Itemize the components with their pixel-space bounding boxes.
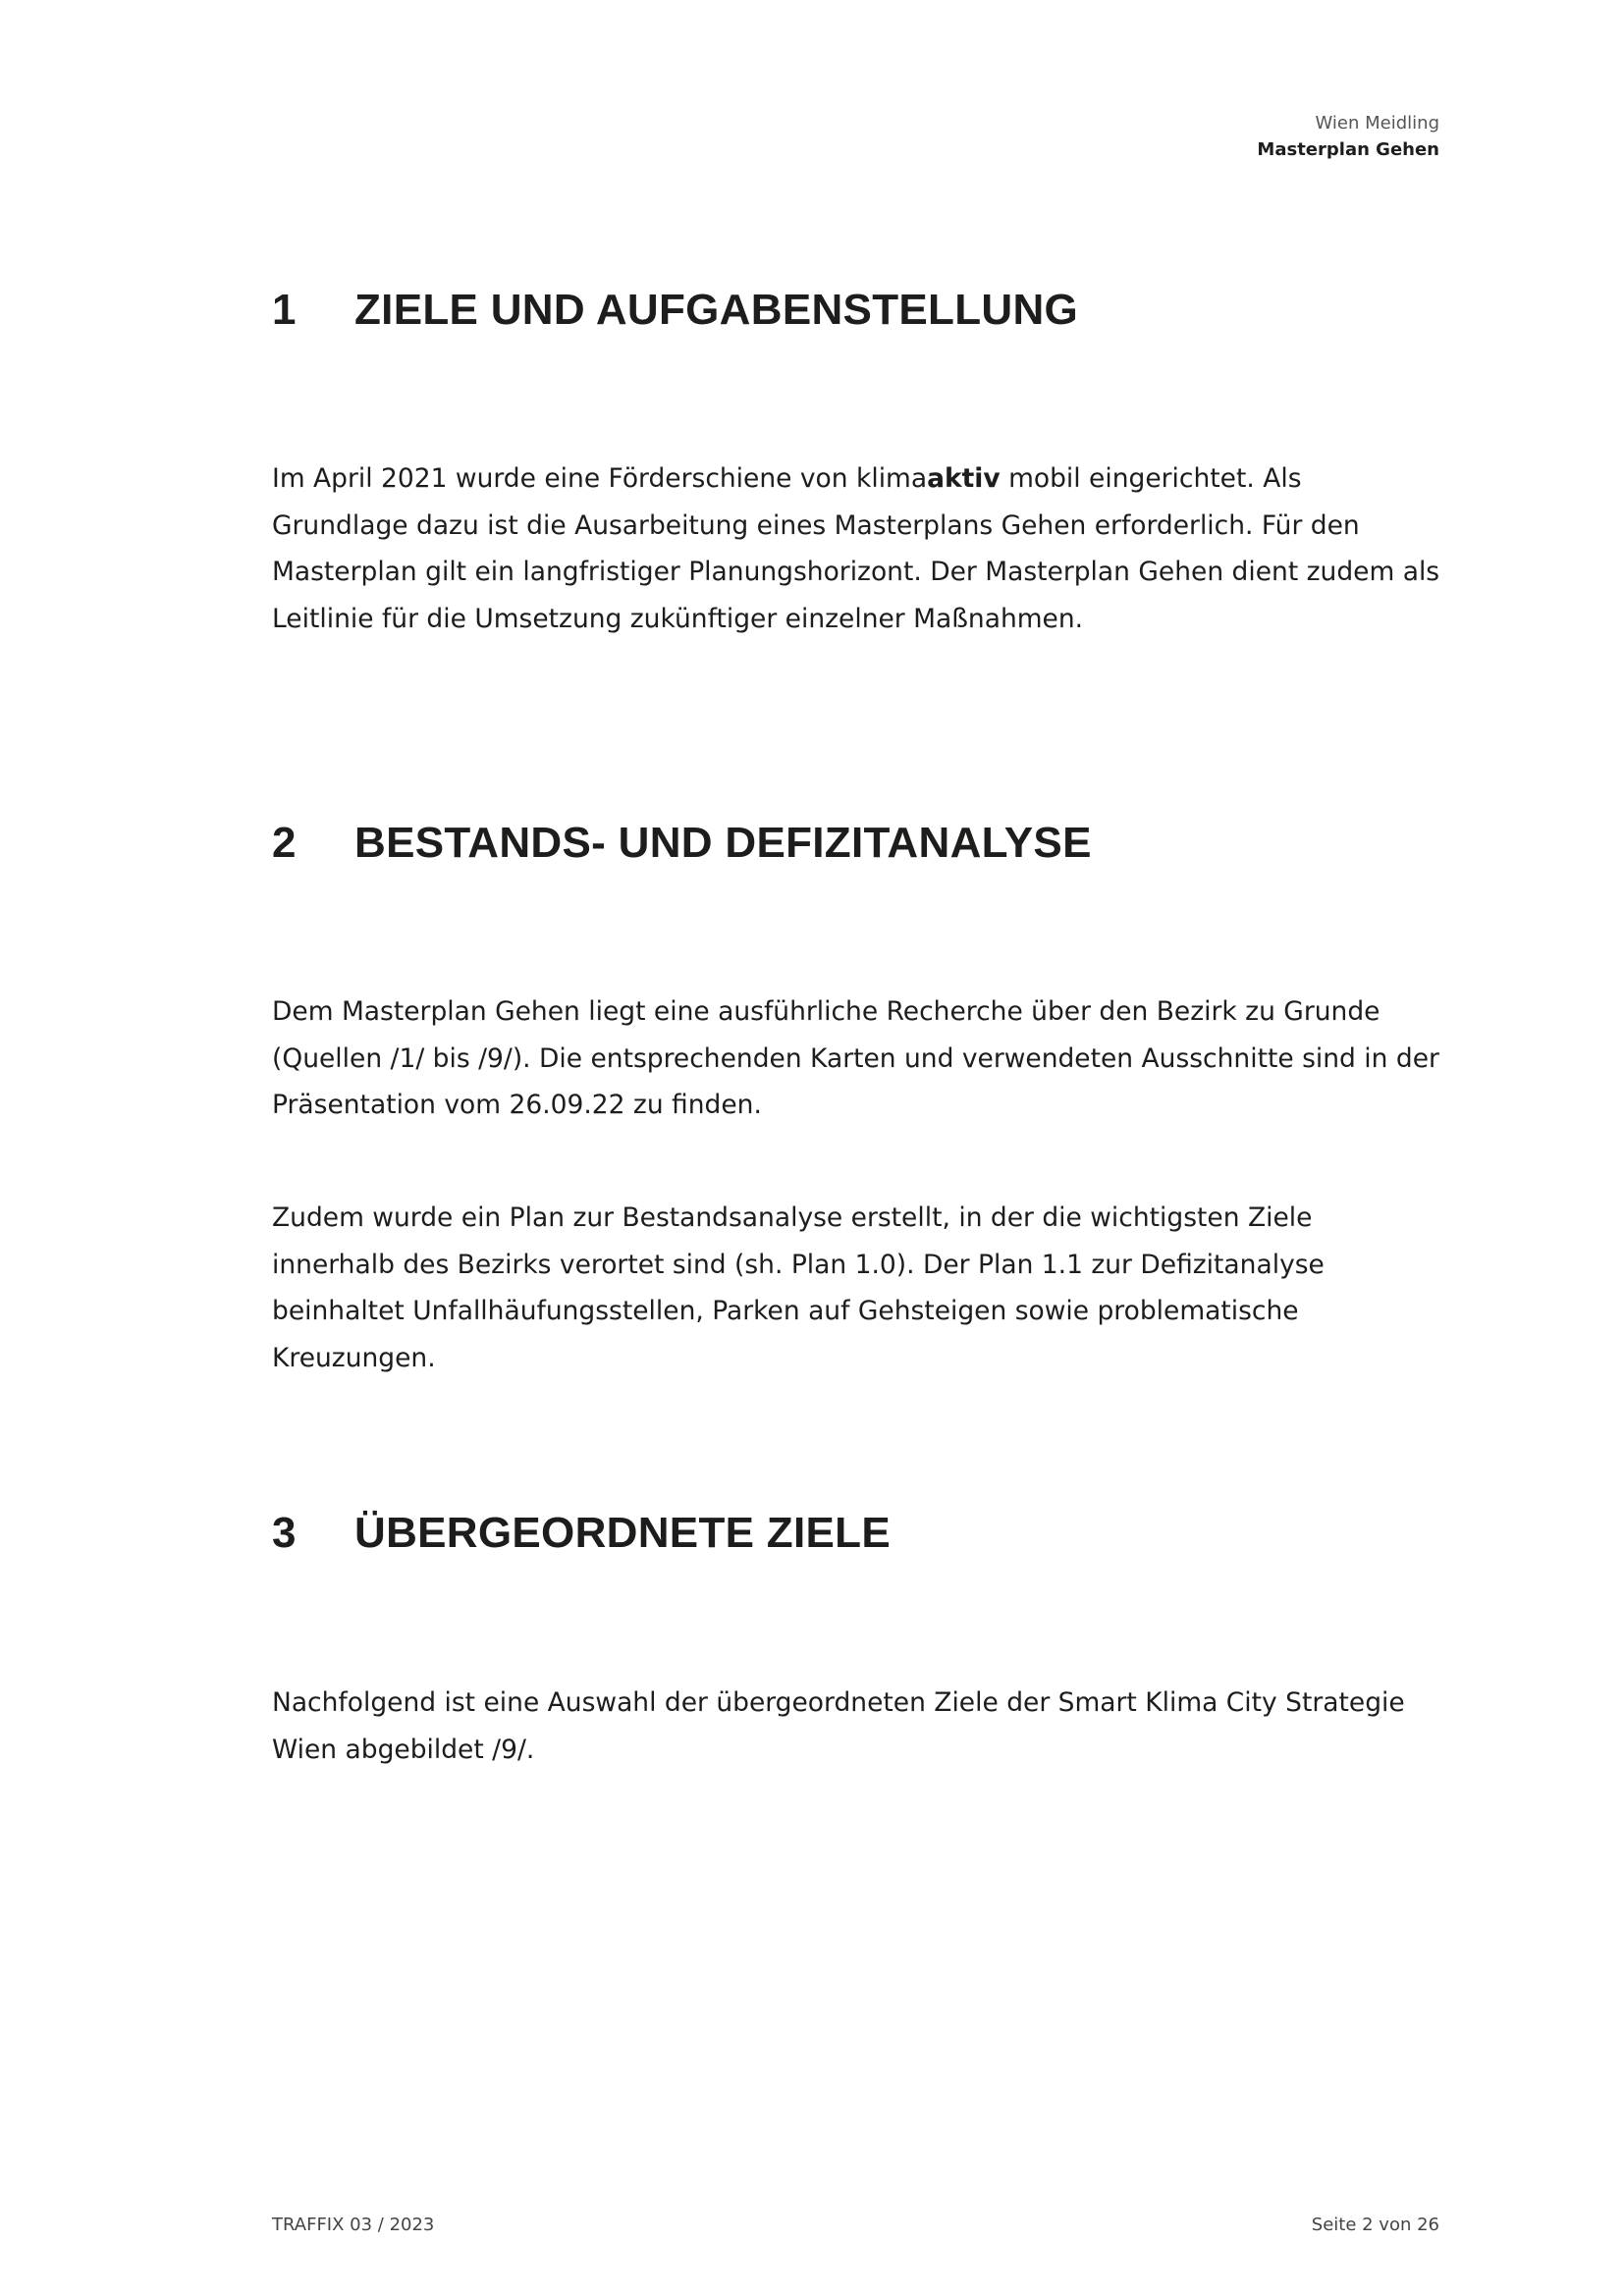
paragraph-text-end: mobil eingerichtet. Als Grundlage dazu ist die Ausarbeitung eines Masterplans Gehen erforderlich. Für den Masterplan gilt ein langfristiger Planungshorizont. Der Masterplan Gehen dient zudem als Leitlinie für die Umsetzung zukünftiger einzelner Maßnahmen. [272, 463, 1440, 634]
section-heading-3 [272, 1508, 891, 1559]
section-number: 3 [272, 1509, 297, 1557]
footer-document-reference: TRAFFIX 03 / 2023 [272, 2215, 435, 2235]
paragraph-bold-text: aktiv [927, 463, 1001, 494]
section-number: 1 [272, 286, 297, 334]
footer-page-number: Seite 2 von 26 [1311, 2215, 1439, 2235]
section-title: ZIELE UND AUFGABENSTELLUNG [354, 286, 1079, 334]
section-2-paragraph-2: Zudem wurde ein Plan zur Bestandsanalyse erstellt, in der die wichtigsten Ziele innerhalb des Bezirks verortet sind (sh. Plan 1.0). Der Plan 1.1 zur Defizitanalyse beinhaltet Unfallhäufungsstellen, Parken auf Gehsteigen sowie problematische Kreuzungen. [272, 1202, 1325, 1373]
section-number: 2 [272, 819, 297, 867]
section-2-paragraph-1: Dem Masterplan Gehen liegt eine ausführliche Recherche über den Bezirk zu Grunde (Quellen /1/ bis /9/). Die entsprechenden Karten und verwendeten Ausschnitte sind in der Präsentation vom 26.09.22 zu finden. [272, 996, 1439, 1120]
section-title: BESTANDS- UND DEFIZITANALYSE [354, 819, 1092, 867]
section-heading-1 [272, 285, 1078, 336]
section-heading-2 [272, 818, 1092, 869]
section-3-paragraph: Nachfolgend ist eine Auswahl der übergeordneten Ziele der Smart Klima City Strategie Wien abgebildet /9/. [272, 1687, 1405, 1765]
paragraph-text-start: Im April 2021 wurde eine Förderschiene von klima [272, 463, 928, 494]
header-place: Wien Meidling [1315, 113, 1439, 133]
header-document-title: Masterplan Gehen [1257, 139, 1439, 160]
section-title: ÜBERGEORDNETE ZIELE [354, 1509, 891, 1557]
page-header [1257, 110, 1439, 163]
section-1-paragraph [272, 455, 1440, 642]
